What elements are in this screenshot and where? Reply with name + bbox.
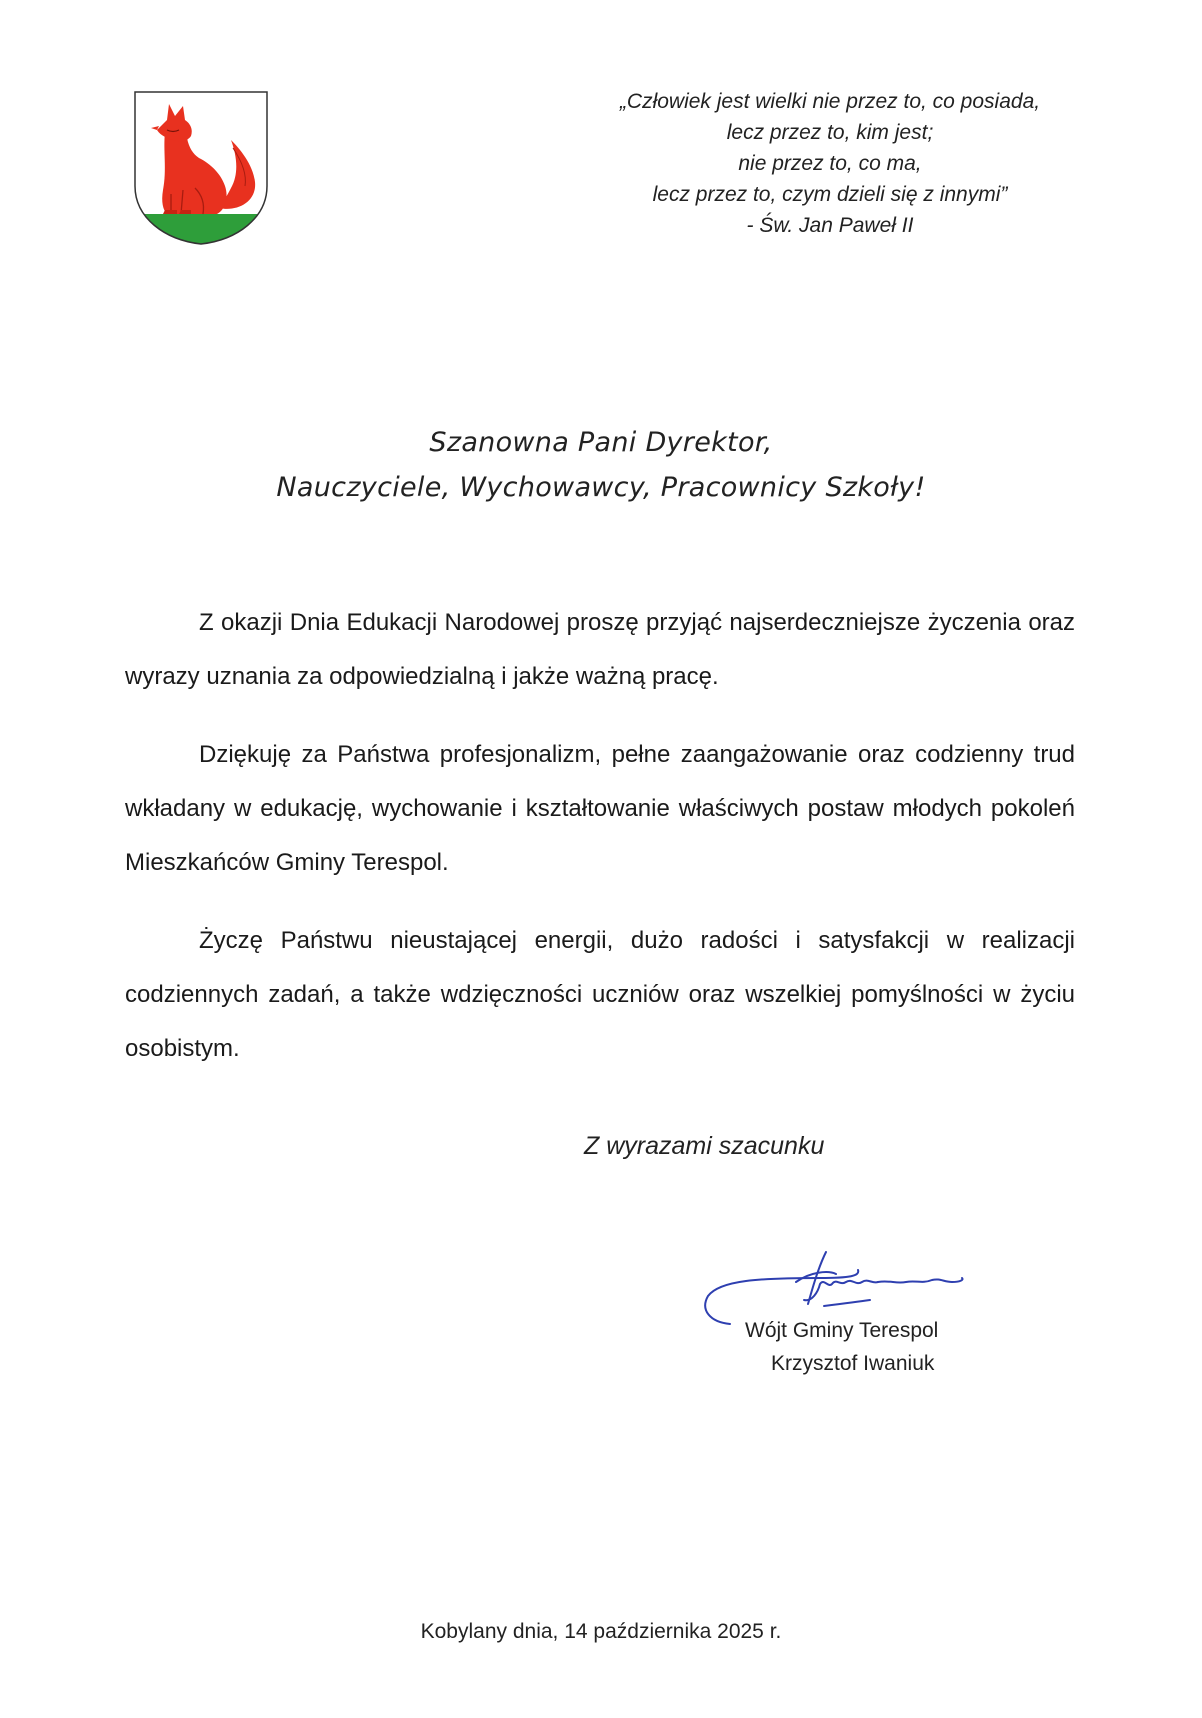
salutation-line-2: Nauczyciele, Wychowawcy, Pracownicy Szkoły!	[276, 472, 926, 503]
motto-line: lecz przez to, czym dzieli się z innymi”	[652, 183, 1008, 206]
body-paragraph: Z okazji Dnia Edukacji Narodowej proszę przyjąć najserdeczniejsze życzenia oraz wyrazy uznania za odpowiedzialną i jakże ważną pracę.	[125, 609, 1075, 690]
motto-quote	[560, 86, 1100, 241]
place-and-date: Kobylany dnia, 14 października 2025 r.	[420, 1620, 782, 1643]
fox-coat-of-arms-icon	[133, 90, 269, 246]
salutation-line-1: Szanowna Pani Dyrektor,	[429, 427, 773, 458]
motto-line: „Człowiek jest wielki nie przez to, co posiada,	[619, 90, 1041, 113]
letter-body	[125, 596, 1075, 1100]
body-paragraph: Życzę Państwu nieustającej energii, dużo radości i satysfakcji w realizacji codziennych zadań, a także wdzięczności uczniów oraz wszelkiej pomyślności w życiu osobistym.	[125, 927, 1075, 1062]
body-paragraph: Dziękuję za Państwa profesjonalizm, pełne zaangażowanie oraz codzienny trud wkładany w edukację, wychowanie i kształtowanie właściwych postaw młodych pokoleń Mieszkańców Gminy Terespol.	[125, 741, 1075, 876]
signatory	[745, 1314, 938, 1380]
motto-line: nie przez to, co ma,	[738, 152, 922, 175]
closing-phrase: Z wyrazami szacunku	[584, 1132, 825, 1160]
motto-author: - Św. Jan Paweł II	[746, 214, 914, 237]
signatory-title: Wójt Gminy Terespol	[745, 1319, 939, 1342]
signatory-name: Krzysztof Iwaniuk	[771, 1352, 935, 1375]
salutation	[0, 420, 1202, 510]
motto-line: lecz przez to, kim jest;	[726, 121, 934, 144]
